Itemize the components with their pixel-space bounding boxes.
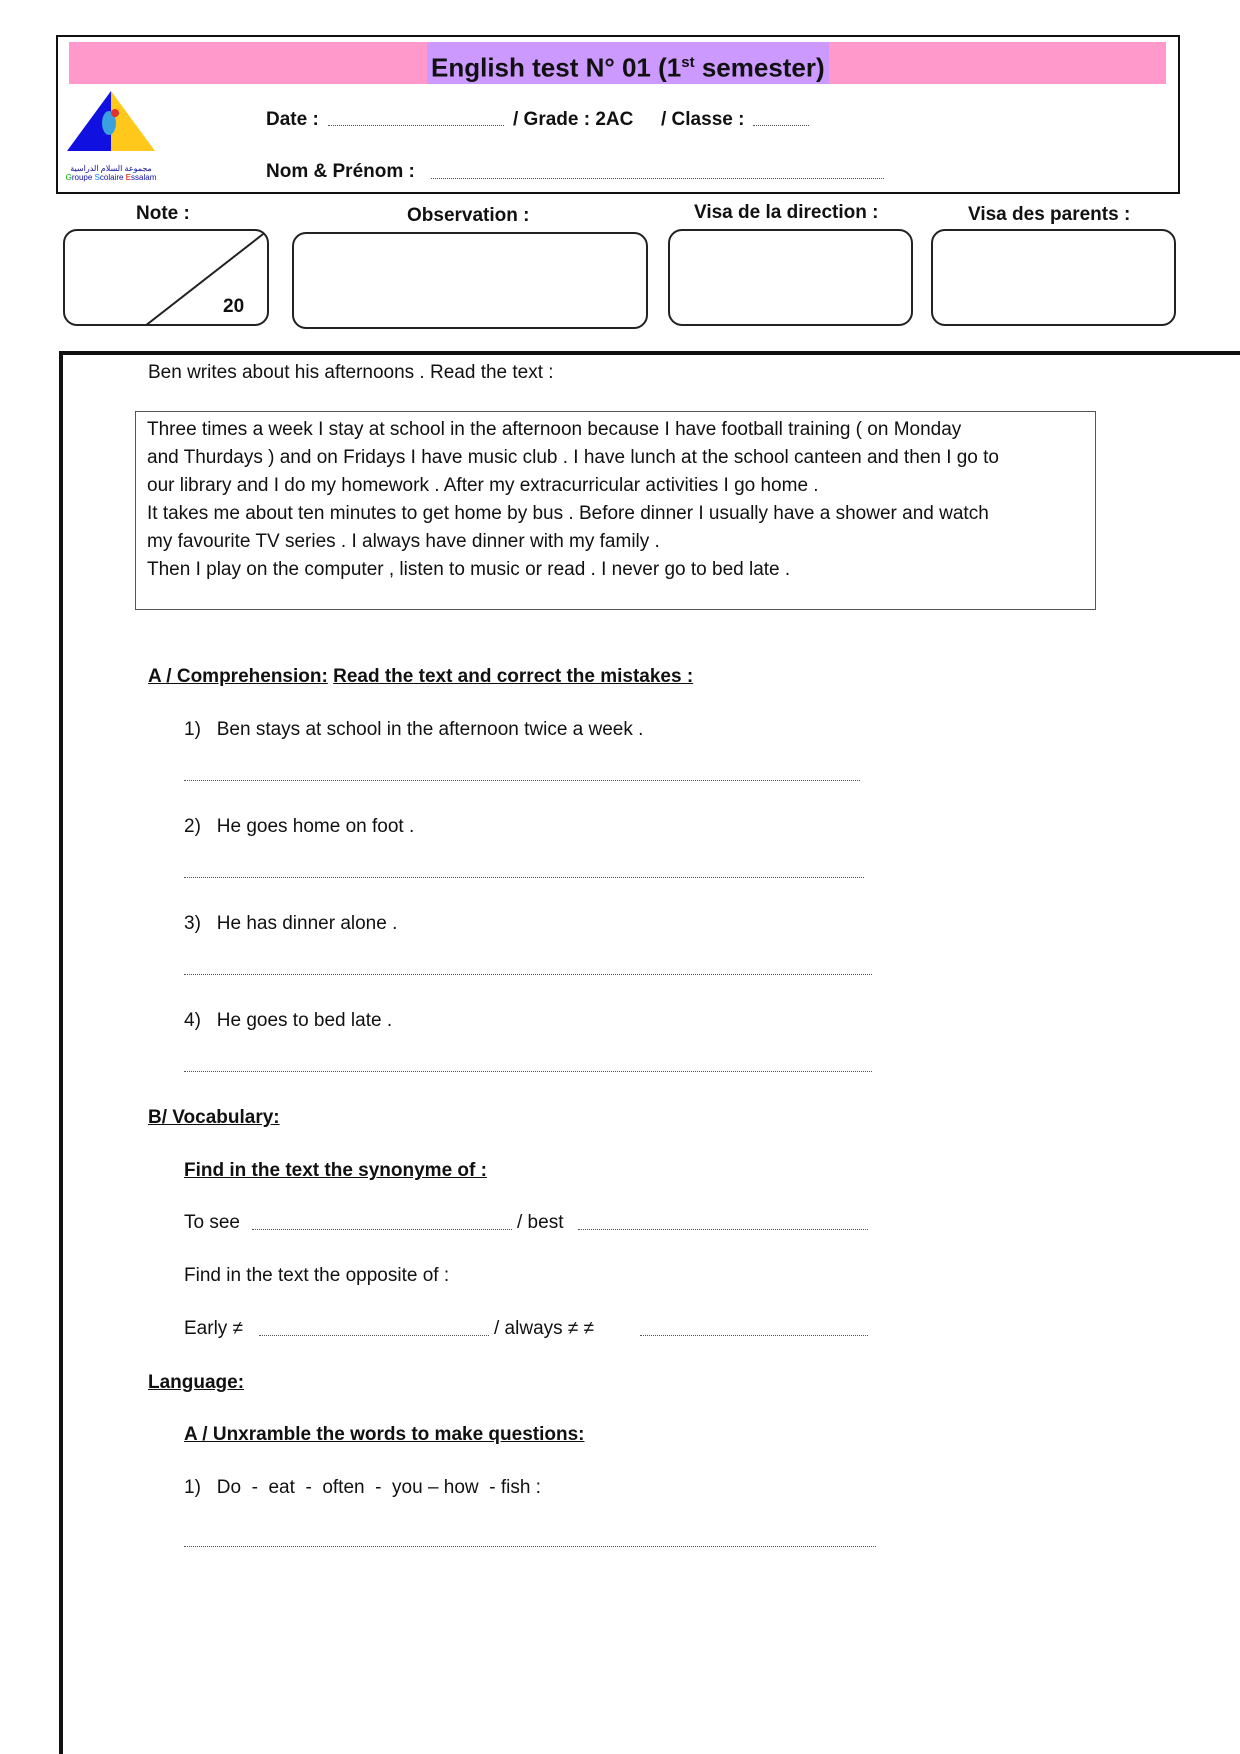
body-left-border bbox=[59, 351, 63, 1754]
title-text: English test N° 01 (1 bbox=[431, 52, 682, 83]
date-label: Date : bbox=[266, 109, 319, 130]
reading-line: Three times a week I stay at school in the afternoon because I have football training ( on Monday bbox=[147, 419, 962, 440]
early-label: Early ≠ bbox=[184, 1318, 243, 1339]
reading-line: my favourite TV series . I always have dinner with my family . bbox=[147, 531, 660, 552]
always-label: / always ≠ ≠ bbox=[494, 1318, 595, 1339]
reading-text-box bbox=[135, 411, 1096, 610]
visa-parents-label: Visa des parents : bbox=[968, 204, 1131, 225]
page-title bbox=[427, 42, 829, 84]
language-heading: Language: bbox=[148, 1372, 245, 1393]
item-text: He goes home on foot . bbox=[216, 816, 415, 837]
comprehension-item-4 bbox=[184, 1009, 392, 1033]
comprehension-instruction: Read the text and correct the mistakes : bbox=[333, 666, 694, 687]
visa-direction-label: Visa de la direction : bbox=[694, 202, 879, 223]
item-text: He has dinner alone . bbox=[216, 913, 398, 934]
item-text: Ben stays at school in the afternoon twice a week . bbox=[216, 719, 644, 740]
comprehension-item-3 bbox=[184, 912, 397, 936]
item-number: 2) bbox=[184, 816, 201, 837]
unscramble-heading: A / Unxramble the words to make questions: bbox=[184, 1424, 585, 1445]
item-text: He goes to bed late . bbox=[216, 1010, 393, 1031]
item-number: 1) bbox=[184, 1477, 201, 1498]
item-number: 4) bbox=[184, 1010, 201, 1031]
observation-box[interactable] bbox=[292, 232, 648, 329]
name-label: Nom & Prénom : bbox=[266, 161, 415, 182]
synonym-heading: Find in the text the synonyme of : bbox=[184, 1160, 487, 1181]
observation-label: Observation : bbox=[407, 205, 530, 226]
visa-parents-box[interactable] bbox=[931, 229, 1176, 326]
school-logo bbox=[65, 89, 157, 182]
comprehension-heading bbox=[148, 665, 693, 689]
best-field[interactable] bbox=[578, 1229, 868, 1230]
opposite-heading: Find in the text the opposite of : bbox=[184, 1265, 450, 1286]
always-field[interactable] bbox=[640, 1335, 868, 1336]
reading-line: and Thurdays ) and on Fridays I have music club . I have lunch at the school canteen and then I go to bbox=[147, 447, 1000, 468]
early-field[interactable] bbox=[259, 1335, 489, 1336]
note-box[interactable] bbox=[63, 229, 269, 326]
date-field[interactable] bbox=[328, 125, 504, 126]
item-number: 1) bbox=[184, 719, 201, 740]
comprehension-item-1 bbox=[184, 718, 643, 742]
title-end: semester) bbox=[694, 52, 825, 83]
answer-line-2[interactable] bbox=[184, 877, 864, 878]
note-label: Note : bbox=[136, 203, 190, 224]
reading-line: Then I play on the computer , listen to music or read . I never go to bed late . bbox=[147, 559, 791, 580]
answer-line-3[interactable] bbox=[184, 974, 872, 975]
comprehension-title: A / Comprehension: bbox=[148, 666, 328, 687]
title-sup: st bbox=[681, 54, 695, 71]
classe-label: / Classe : bbox=[661, 109, 745, 130]
reading-intro: Ben writes about his afternoons . Read the text : bbox=[148, 362, 554, 383]
reading-line: our library and I do my homework . After my extracurricular activities I go home . bbox=[147, 475, 819, 496]
item-text: Do - eat - often - you – how - fish : bbox=[216, 1477, 541, 1498]
to-see-label: To see bbox=[184, 1212, 240, 1233]
vocabulary-heading: B/ Vocabulary: bbox=[148, 1107, 280, 1128]
grade-label: / Grade : 2AC bbox=[513, 109, 634, 130]
answer-line-4[interactable] bbox=[184, 1071, 872, 1072]
reading-line: It takes me about ten minutes to get home by bus . Before dinner I usually have a shower and watch bbox=[147, 503, 989, 524]
best-label: / best bbox=[517, 1212, 564, 1233]
name-field[interactable] bbox=[431, 178, 884, 179]
logo-caption: مجموعة السلام الدراسية Groupe Scolaire Essalam bbox=[65, 164, 157, 182]
note-total: 20 bbox=[223, 296, 245, 317]
language-answer-line-1[interactable] bbox=[184, 1546, 876, 1547]
body-top-border bbox=[59, 351, 1240, 355]
visa-direction-box[interactable] bbox=[668, 229, 913, 326]
language-item-1 bbox=[184, 1476, 541, 1500]
comprehension-item-2 bbox=[184, 815, 414, 839]
item-number: 3) bbox=[184, 913, 201, 934]
to-see-field[interactable] bbox=[252, 1229, 512, 1230]
logo-triangle-icon bbox=[65, 89, 157, 159]
answer-line-1[interactable] bbox=[184, 780, 860, 781]
classe-field[interactable] bbox=[753, 125, 809, 126]
